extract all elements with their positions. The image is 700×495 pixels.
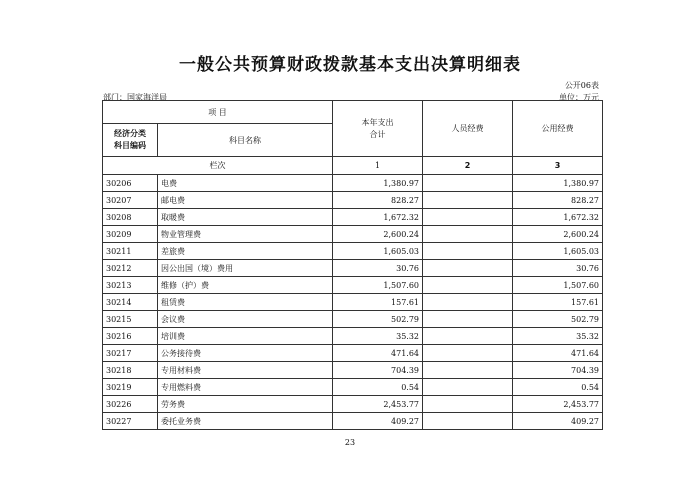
header-project: 项 目 — [103, 101, 333, 124]
form-number: 公开06表 — [564, 81, 599, 90]
header-econ-code — [103, 124, 158, 157]
row-personnel — [423, 396, 513, 413]
row-subject-name: 培训费 — [158, 328, 333, 345]
row-personnel — [423, 243, 513, 260]
header-col2: 2 — [423, 157, 513, 175]
row-subject-name: 电费 — [158, 175, 333, 192]
row-subject-name: 维修（护）费 — [158, 277, 333, 294]
table-row — [103, 277, 603, 294]
row-code: 30207 — [103, 192, 158, 209]
row-personnel — [423, 175, 513, 192]
header-total — [333, 101, 423, 157]
table-row — [103, 192, 603, 209]
row-public: 1,672.32 — [513, 209, 603, 226]
department-label: 部门：国家海洋局 — [103, 93, 167, 102]
row-subject-name: 租赁费 — [158, 294, 333, 311]
row-total: 471.64 — [333, 345, 423, 362]
row-total: 1,380.97 — [333, 175, 423, 192]
row-total: 1,507.60 — [333, 277, 423, 294]
row-public: 502.79 — [513, 311, 603, 328]
table-row — [103, 328, 603, 345]
row-public: 30.76 — [513, 260, 603, 277]
table-row — [103, 243, 603, 260]
header-public: 公用经费 — [513, 101, 603, 157]
row-public: 157.61 — [513, 294, 603, 311]
table-row — [103, 362, 603, 379]
row-total: 704.39 — [333, 362, 423, 379]
row-code: 30227 — [103, 413, 158, 430]
page-title: 一般公共预算财政拨款基本支出决算明细表 — [179, 55, 521, 75]
row-public: 704.39 — [513, 362, 603, 379]
row-code: 30213 — [103, 277, 158, 294]
table-row — [103, 396, 603, 413]
row-total: 157.61 — [333, 294, 423, 311]
header-col3: 3 — [513, 157, 603, 175]
row-subject-name: 专用材料费 — [158, 362, 333, 379]
table-row — [103, 294, 603, 311]
table-row — [103, 345, 603, 362]
row-personnel — [423, 345, 513, 362]
row-total: 409.27 — [333, 413, 423, 430]
row-personnel — [423, 277, 513, 294]
header-total-line2: 合计 — [369, 129, 386, 139]
row-public: 828.27 — [513, 192, 603, 209]
row-subject-name: 取暖费 — [158, 209, 333, 226]
row-code: 30211 — [103, 243, 158, 260]
row-public: 2,453.77 — [513, 396, 603, 413]
header-personnel: 人员经费 — [423, 101, 513, 157]
row-subject-name: 会议费 — [158, 311, 333, 328]
row-public: 0.54 — [513, 379, 603, 396]
row-public: 35.32 — [513, 328, 603, 345]
row-total: 828.27 — [333, 192, 423, 209]
row-personnel — [423, 226, 513, 243]
row-personnel — [423, 294, 513, 311]
page-number: 23 — [344, 438, 356, 447]
row-code: 30216 — [103, 328, 158, 345]
row-subject-name: 委托业务费 — [158, 413, 333, 430]
table-row — [103, 311, 603, 328]
table-row — [103, 413, 603, 430]
row-total: 35.32 — [333, 328, 423, 345]
row-subject-name: 劳务费 — [158, 396, 333, 413]
row-subject-name: 因公出国（境）费用 — [158, 260, 333, 277]
header-total-line1: 本年支出 — [361, 117, 394, 127]
row-subject-name: 物业管理费 — [158, 226, 333, 243]
row-code: 30226 — [103, 396, 158, 413]
header-col1: 1 — [333, 157, 423, 175]
row-code: 30215 — [103, 311, 158, 328]
table-row — [103, 379, 603, 396]
row-subject-name: 专用燃料费 — [158, 379, 333, 396]
row-public: 2,600.24 — [513, 226, 603, 243]
table-row — [103, 226, 603, 243]
row-public: 1,507.60 — [513, 277, 603, 294]
row-code: 30219 — [103, 379, 158, 396]
row-code: 30218 — [103, 362, 158, 379]
row-total: 30.76 — [333, 260, 423, 277]
row-total: 502.79 — [333, 311, 423, 328]
row-code: 30214 — [103, 294, 158, 311]
table-row — [103, 209, 603, 226]
row-public: 409.27 — [513, 413, 603, 430]
row-code: 30212 — [103, 260, 158, 277]
row-public: 1,605.03 — [513, 243, 603, 260]
row-subject-name: 公务接待费 — [158, 345, 333, 362]
header-row-index — [103, 157, 603, 175]
row-code: 30217 — [103, 345, 158, 362]
row-personnel — [423, 362, 513, 379]
row-code: 30209 — [103, 226, 158, 243]
row-personnel — [423, 209, 513, 226]
expenditure-table — [102, 100, 603, 430]
table-row — [103, 175, 603, 192]
row-public: 1,380.97 — [513, 175, 603, 192]
row-personnel — [423, 260, 513, 277]
row-public: 471.64 — [513, 345, 603, 362]
header-subject-name: 科目名称 — [158, 124, 333, 157]
row-code: 30206 — [103, 175, 158, 192]
row-personnel — [423, 413, 513, 430]
row-total: 2,453.77 — [333, 396, 423, 413]
row-total: 1,672.32 — [333, 209, 423, 226]
header-econ-code-line2: 科目编码 — [114, 141, 146, 150]
row-personnel — [423, 311, 513, 328]
header-row-project — [103, 101, 603, 124]
row-code: 30208 — [103, 209, 158, 226]
table-row — [103, 260, 603, 277]
row-total: 0.54 — [333, 379, 423, 396]
row-subject-name: 邮电费 — [158, 192, 333, 209]
row-subject-name: 差旅费 — [158, 243, 333, 260]
row-personnel — [423, 328, 513, 345]
row-total: 1,605.03 — [333, 243, 423, 260]
header-column-index: 栏次 — [103, 157, 333, 175]
row-total: 2,600.24 — [333, 226, 423, 243]
unit-label: 单位：万元 — [559, 93, 599, 102]
header-econ-code-line1: 经济分类 — [114, 129, 146, 138]
row-personnel — [423, 192, 513, 209]
row-personnel — [423, 379, 513, 396]
